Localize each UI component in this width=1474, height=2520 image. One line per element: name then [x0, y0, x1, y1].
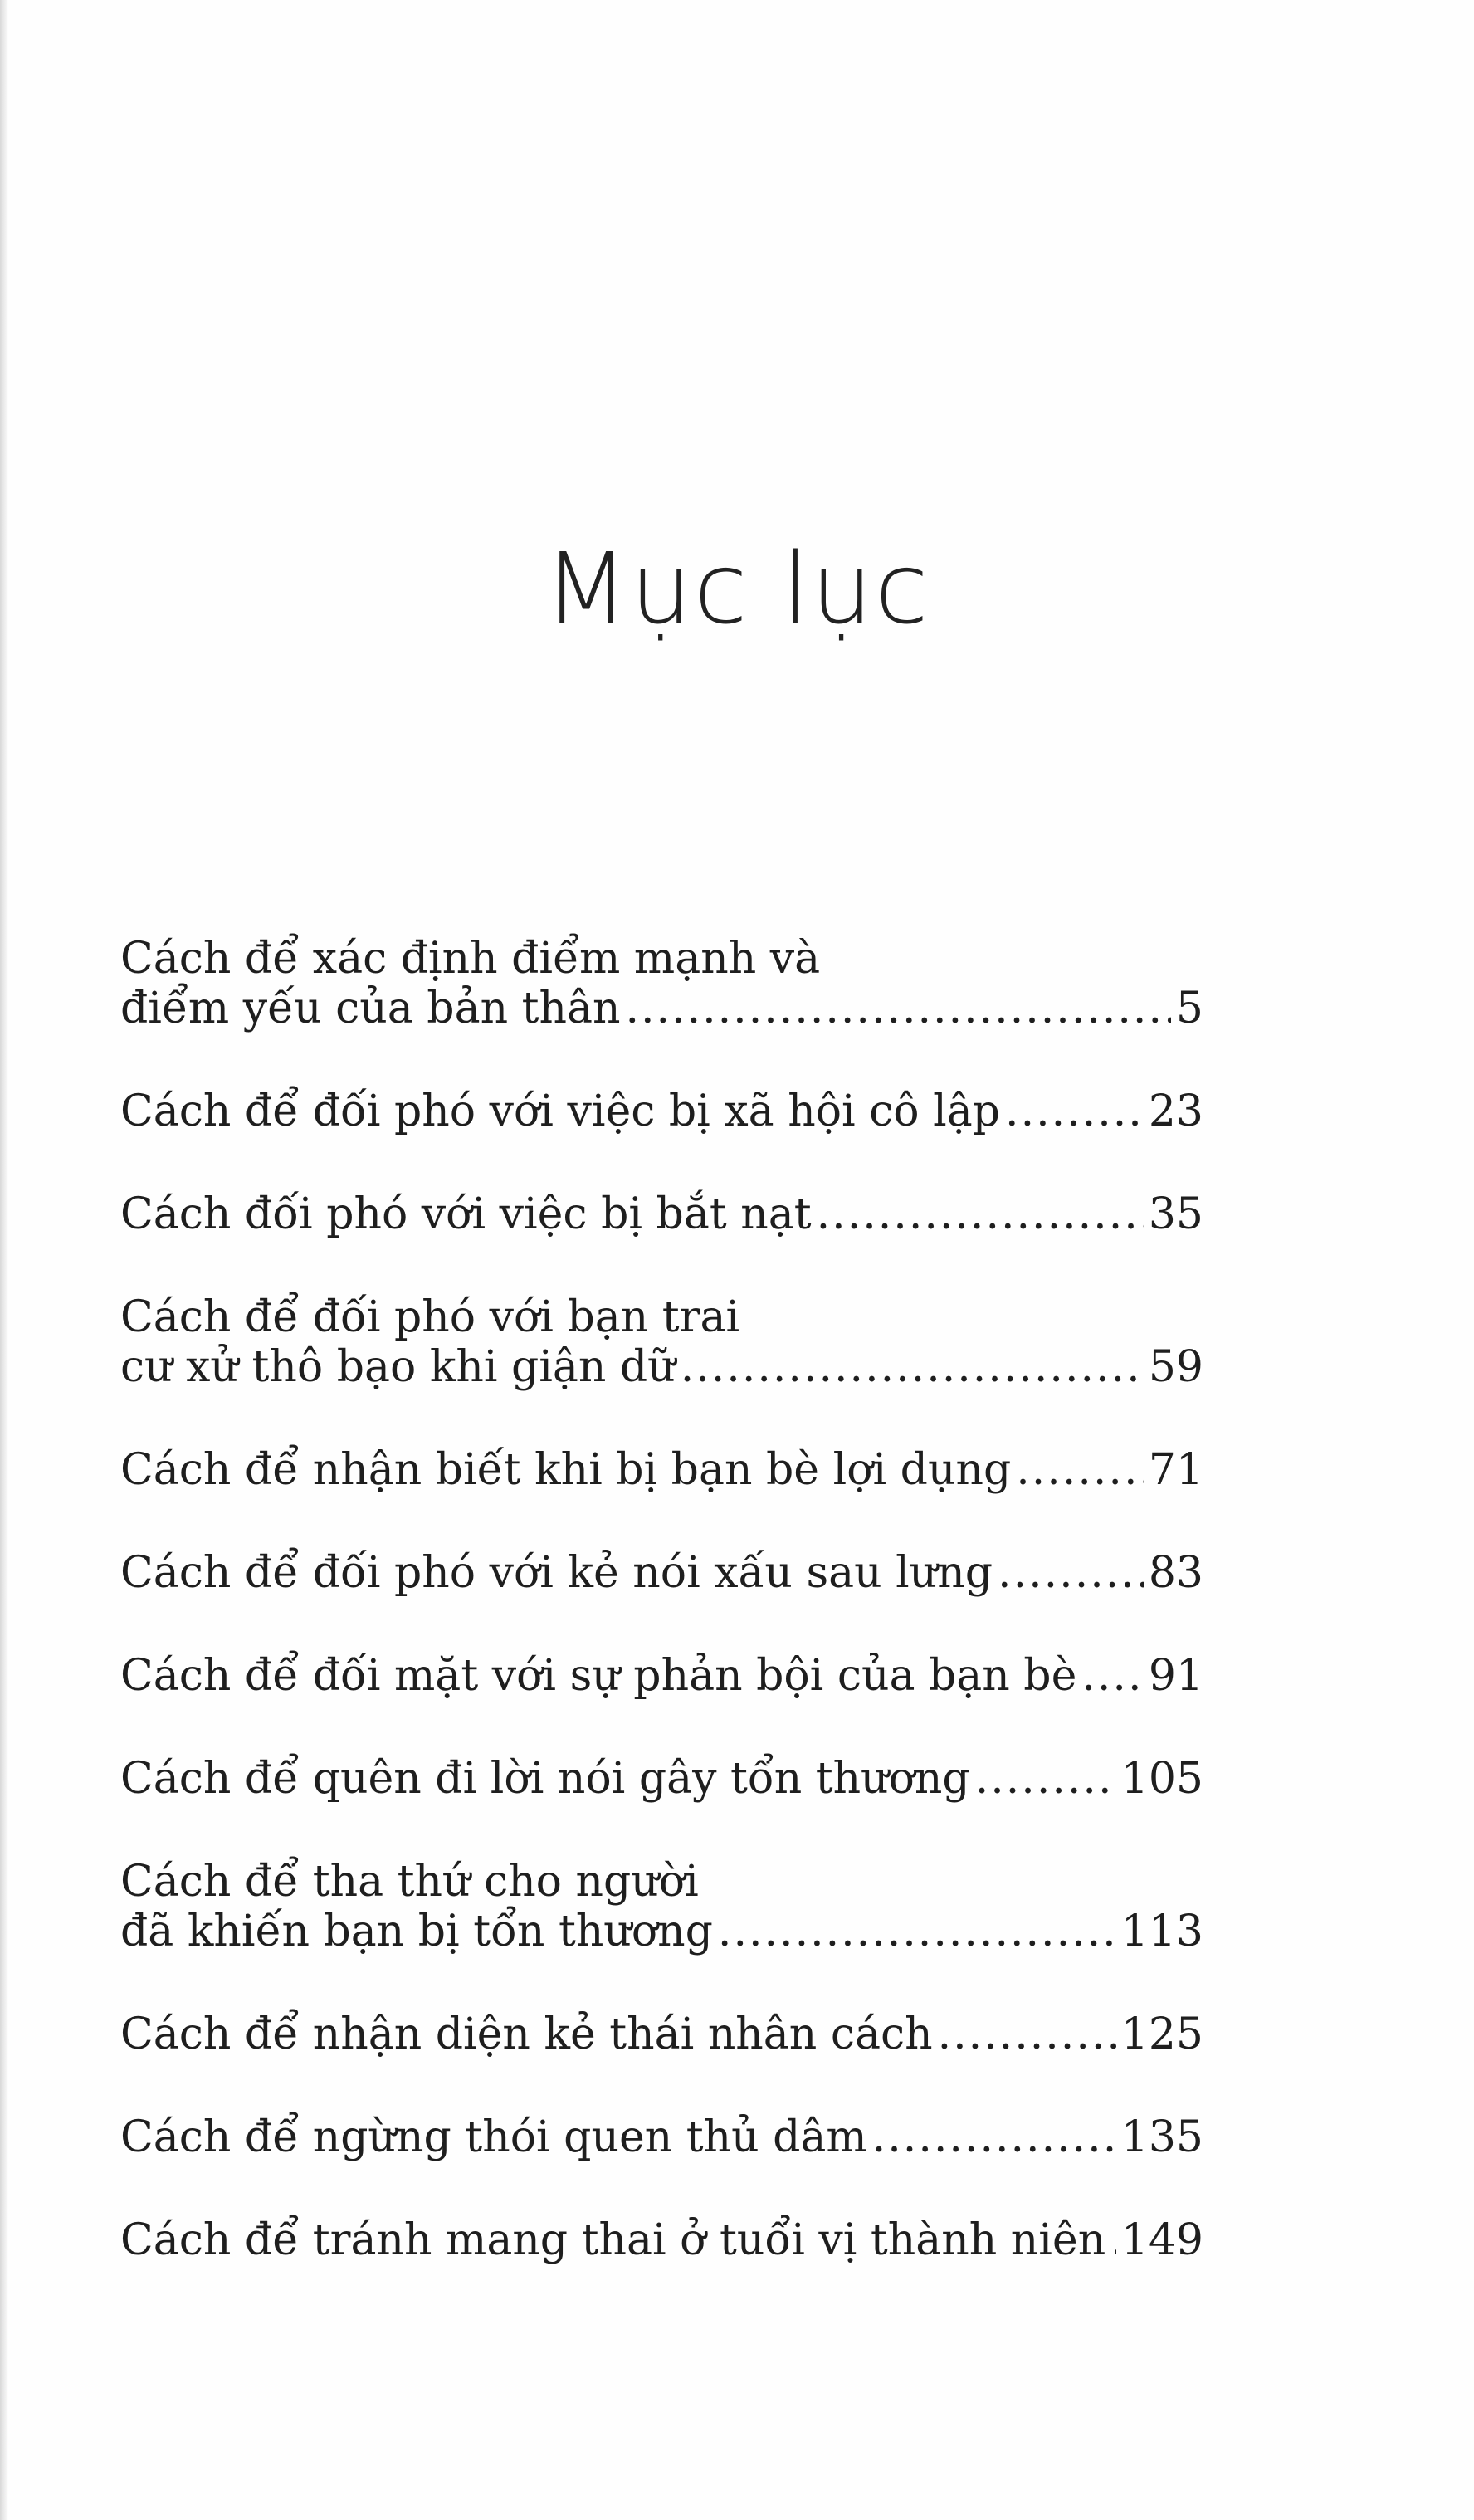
toc-entry-title: cư xử thô bạo khi giận dữ: [120, 1342, 676, 1392]
page-title: Mục lục: [544, 531, 930, 646]
toc-entry-title: Cách để xác định điểm mạnh và: [120, 934, 821, 984]
dot-leader: [681, 1342, 1144, 1392]
dot-leader: [1005, 1087, 1144, 1136]
dot-leader: [938, 2010, 1116, 2059]
toc-entry-title: Cách để nhận biết khi bị bạn bè lợi dụng: [120, 1445, 1012, 1495]
page-edge-shadow: [0, 0, 8, 2520]
toc-entry: [120, 1548, 1203, 1598]
dot-leader: [625, 984, 1170, 1033]
toc-entry-title: điểm yếu của bản thân: [120, 984, 621, 1033]
dot-leader: [998, 1548, 1144, 1598]
toc-entry-title: Cách để nhận diện kẻ thái nhân cách: [120, 2010, 933, 2059]
toc-page-number: 5: [1175, 984, 1203, 1033]
toc-page-number: 23: [1148, 1087, 1203, 1136]
toc-page-number: 71: [1148, 1445, 1203, 1495]
toc-entry: [120, 1087, 1203, 1136]
toc-page-number: 135: [1120, 2112, 1203, 2162]
dot-leader: [817, 1189, 1144, 1239]
toc-page-number: 113: [1120, 1907, 1203, 1956]
table-of-contents: [120, 934, 1203, 2265]
dot-leader: [975, 1754, 1116, 1804]
toc-entry: [120, 1857, 1203, 1956]
toc-entry-line: [120, 1548, 1203, 1598]
dot-leader: [1110, 2215, 1116, 2265]
toc-page-number: 105: [1120, 1754, 1203, 1804]
dot-leader: [872, 2112, 1116, 2162]
toc-entry-title: Cách để đối phó với kẻ nói xấu sau lưng: [120, 1548, 993, 1598]
toc-page-number: 91: [1148, 1651, 1203, 1701]
toc-page-number: 35: [1148, 1189, 1203, 1239]
toc-entry-line: [120, 1292, 1203, 1342]
toc-entry-line: [120, 1651, 1203, 1701]
toc-page-number: 83: [1148, 1548, 1203, 1598]
toc-entry: [120, 2010, 1203, 2059]
toc-entry-line: [120, 1087, 1203, 1136]
toc-entry-line: [120, 1857, 1203, 1907]
toc-entry-line: [120, 2215, 1203, 2265]
toc-entry-line: [120, 1342, 1203, 1392]
toc-entry: [120, 2112, 1203, 2162]
toc-entry-line: [120, 1189, 1203, 1239]
toc-entry: [120, 1754, 1203, 1804]
toc-page-number: 125: [1120, 2010, 1203, 2059]
toc-entry: [120, 1445, 1203, 1495]
toc-entry-title: Cách để đối phó với việc bị xã hội cô lập: [120, 1087, 1001, 1136]
dot-leader: [1016, 1445, 1144, 1495]
toc-entry-title: Cách để tránh mang thai ở tuổi vị thành niên: [120, 2215, 1106, 2265]
toc-entry: [120, 1292, 1203, 1392]
dot-leader: [718, 1907, 1116, 1956]
toc-page-number: 149: [1120, 2215, 1203, 2265]
toc-entry: [120, 2215, 1203, 2265]
toc-entry-title: Cách để ngừng thói quen thủ dâm: [120, 2112, 867, 2162]
toc-entry: [120, 934, 1203, 1033]
toc-entry-title: Cách để đối phó với bạn trai: [120, 1292, 740, 1342]
toc-entry-title: đã khiến bạn bị tổn thương: [120, 1907, 713, 1956]
toc-entry-title: Cách để tha thứ cho người: [120, 1857, 699, 1907]
toc-page-number: 59: [1148, 1342, 1203, 1392]
dot-leader: [1081, 1651, 1143, 1701]
toc-entry-title: Cách để đối mặt với sự phản bội của bạn bè: [120, 1651, 1077, 1701]
toc-entry: [120, 1189, 1203, 1239]
toc-entry: [120, 1651, 1203, 1701]
toc-entry-line: [120, 1754, 1203, 1804]
toc-entry-line: [120, 1445, 1203, 1495]
toc-entry-title: Cách để quên đi lời nói gây tổn thương: [120, 1754, 970, 1804]
toc-entry-line: [120, 934, 1203, 984]
toc-entry-line: [120, 2010, 1203, 2059]
toc-entry-line: [120, 1907, 1203, 1956]
toc-entry-line: [120, 2112, 1203, 2162]
toc-entry-line: [120, 984, 1203, 1033]
toc-entry-title: Cách đối phó với việc bị bắt nạt: [120, 1189, 812, 1239]
